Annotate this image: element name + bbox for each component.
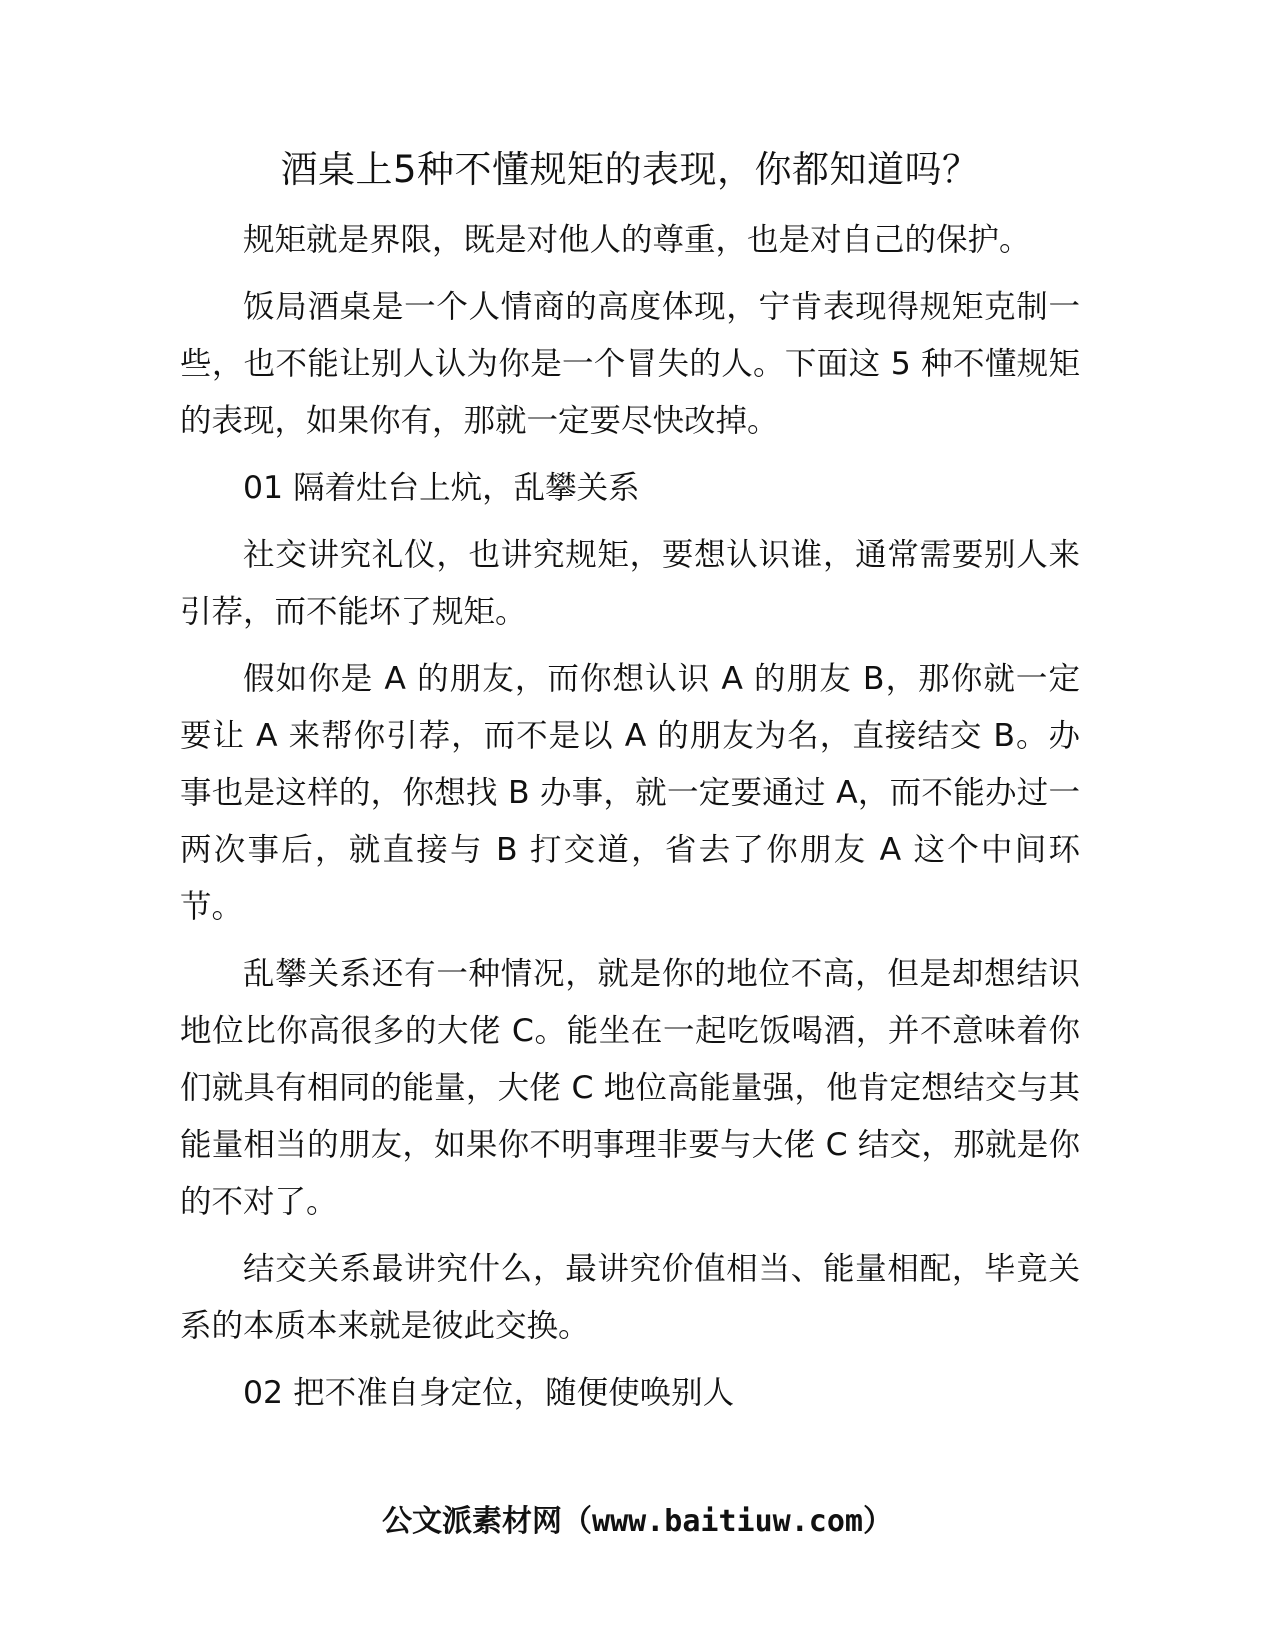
paragraph-relationship-value: 结交关系最讲究什么，最讲究价值相当、能量相配，毕竟关系的本质本来就是彼此交换。 (180, 1251, 1080, 1344)
section-heading-02: 02 把不准自身定位，随便使唤别人 (243, 1375, 735, 1411)
paragraph-social-etiquette: 社交讲究礼仪，也讲究规矩，要想认识谁，通常需要别人来引荐，而不能坏了规矩。 (180, 537, 1080, 630)
section-heading-01: 01 隔着灶台上炕，乱攀关系 (243, 470, 640, 506)
paragraph-status-gap: 乱攀关系还有一种情况，就是你的地位不高，但是却想结识地位比你高很多的大佬 C。能坐在一起吃饭喝酒，并不意味着你们就具有相同的能量，大佬 C 地位高能量强，他肯定想结交与其能量相当的朋友，如果你不明事理非要与大佬 C 结交，那就是你的不对了。 (180, 956, 1080, 1220)
document-page (180, 140, 1080, 1432)
footer-url: （www.baitiuw.com） (562, 1504, 893, 1539)
document-title: 酒桌上5种不懂规矩的表现，你都知道吗？ (280, 148, 980, 191)
paragraph-overview: 饭局酒桌是一个人情商的高度体现，宁肯表现得规矩克制一些，也不能让别人认为你是一个冒失的人。下面这 5 种不懂规矩的表现，如果你有，那就一定要尽快改掉。 (180, 289, 1080, 439)
paragraph-friend-example: 假如你是 A 的朋友，而你想认识 A 的朋友 B，那你就一定要让 A 来帮你引荐，而不是以 A 的朋友为名，直接结交 B。办事也是这样的，你想找 B 办事，就一定要通过 A，而不能办过一两次事后，就直接与 B 打交道，省去了你朋友 A 这个中间环节。 (180, 661, 1080, 925)
page-footer (0, 1500, 1275, 1544)
paragraph-intro: 规矩就是界限，既是对他人的尊重，也是对自己的保护。 (243, 222, 1031, 258)
footer-site-name: 公文派素材网 (382, 1504, 563, 1539)
